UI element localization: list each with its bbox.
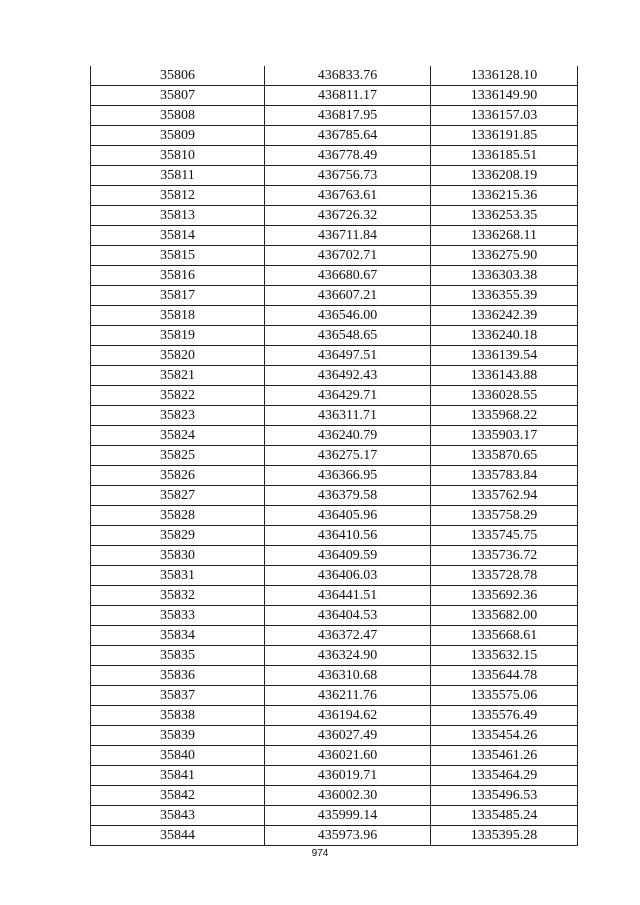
table-row	[91, 606, 578, 626]
y-coordinate-cell: 1335903.17	[431, 426, 578, 446]
y-coordinate-cell: 1336215.36	[431, 186, 578, 206]
table-row	[91, 806, 578, 826]
table-row	[91, 586, 578, 606]
y-coordinate-cell: 1336139.54	[431, 346, 578, 366]
point-id-cell: 35834	[91, 626, 265, 646]
point-id-cell: 35824	[91, 426, 265, 446]
table-row	[91, 266, 578, 286]
point-id-cell: 35822	[91, 386, 265, 406]
table-row	[91, 346, 578, 366]
x-coordinate-cell: 436711.84	[265, 226, 431, 246]
x-coordinate-cell: 436702.71	[265, 246, 431, 266]
table-row	[91, 206, 578, 226]
point-id-cell: 35837	[91, 686, 265, 706]
table-row	[91, 526, 578, 546]
y-coordinate-cell: 1335762.94	[431, 486, 578, 506]
x-coordinate-cell: 436680.67	[265, 266, 431, 286]
point-id-cell: 35817	[91, 286, 265, 306]
x-coordinate-cell: 436497.51	[265, 346, 431, 366]
x-coordinate-cell: 436275.17	[265, 446, 431, 466]
y-coordinate-cell: 1335464.29	[431, 766, 578, 786]
x-coordinate-cell: 436372.47	[265, 626, 431, 646]
point-id-cell: 35839	[91, 726, 265, 746]
table-row	[91, 306, 578, 326]
table-row	[91, 786, 578, 806]
x-coordinate-cell: 436785.64	[265, 126, 431, 146]
table-row	[91, 826, 578, 846]
x-coordinate-cell: 436211.76	[265, 686, 431, 706]
y-coordinate-cell: 1336157.03	[431, 106, 578, 126]
y-coordinate-cell: 1335576.49	[431, 706, 578, 726]
x-coordinate-cell: 436441.51	[265, 586, 431, 606]
x-coordinate-cell: 436379.58	[265, 486, 431, 506]
y-coordinate-cell: 1336355.39	[431, 286, 578, 306]
y-coordinate-cell: 1335783.84	[431, 466, 578, 486]
point-id-cell: 35835	[91, 646, 265, 666]
table-row	[91, 486, 578, 506]
table-row	[91, 366, 578, 386]
y-coordinate-cell: 1336275.90	[431, 246, 578, 266]
point-id-cell: 35836	[91, 666, 265, 686]
point-id-cell: 35809	[91, 126, 265, 146]
point-id-cell: 35825	[91, 446, 265, 466]
point-id-cell: 35830	[91, 546, 265, 566]
table-row	[91, 406, 578, 426]
x-coordinate-cell: 436021.60	[265, 746, 431, 766]
x-coordinate-cell: 436548.65	[265, 326, 431, 346]
table-row	[91, 166, 578, 186]
x-coordinate-cell: 436366.95	[265, 466, 431, 486]
table-row	[91, 566, 578, 586]
x-coordinate-cell: 436607.21	[265, 286, 431, 306]
table-row	[91, 446, 578, 466]
y-coordinate-cell: 1336240.18	[431, 326, 578, 346]
table-row	[91, 86, 578, 106]
point-id-cell: 35811	[91, 166, 265, 186]
y-coordinate-cell: 1336208.19	[431, 166, 578, 186]
y-coordinate-cell: 1336253.35	[431, 206, 578, 226]
table-row	[91, 386, 578, 406]
y-coordinate-cell: 1335745.75	[431, 526, 578, 546]
x-coordinate-cell: 436429.71	[265, 386, 431, 406]
y-coordinate-cell: 1336028.55	[431, 386, 578, 406]
point-id-cell: 35812	[91, 186, 265, 206]
point-id-cell: 35844	[91, 826, 265, 846]
table-row	[91, 766, 578, 786]
table-row	[91, 126, 578, 146]
point-id-cell: 35813	[91, 206, 265, 226]
table-row	[91, 106, 578, 126]
y-coordinate-cell: 1335968.22	[431, 406, 578, 426]
table-row	[91, 706, 578, 726]
x-coordinate-cell: 436778.49	[265, 146, 431, 166]
x-coordinate-cell: 436410.56	[265, 526, 431, 546]
x-coordinate-cell: 436817.95	[265, 106, 431, 126]
point-id-cell: 35815	[91, 246, 265, 266]
point-id-cell: 35831	[91, 566, 265, 586]
x-coordinate-cell: 436019.71	[265, 766, 431, 786]
table-row	[91, 226, 578, 246]
table-row	[91, 686, 578, 706]
x-coordinate-cell: 436492.43	[265, 366, 431, 386]
table-row	[91, 466, 578, 486]
table-row	[91, 186, 578, 206]
x-coordinate-cell: 436310.68	[265, 666, 431, 686]
point-id-cell: 35818	[91, 306, 265, 326]
x-coordinate-cell: 436811.17	[265, 86, 431, 106]
x-coordinate-cell: 436756.73	[265, 166, 431, 186]
y-coordinate-cell: 1336191.85	[431, 126, 578, 146]
point-id-cell: 35821	[91, 366, 265, 386]
x-coordinate-cell: 436406.03	[265, 566, 431, 586]
table-row	[91, 146, 578, 166]
x-coordinate-cell: 436404.53	[265, 606, 431, 626]
y-coordinate-cell: 1336303.38	[431, 266, 578, 286]
y-coordinate-cell: 1335496.53	[431, 786, 578, 806]
y-coordinate-cell: 1335668.61	[431, 626, 578, 646]
x-coordinate-cell: 435999.14	[265, 806, 431, 826]
x-coordinate-cell: 436546.00	[265, 306, 431, 326]
y-coordinate-cell: 1336149.90	[431, 86, 578, 106]
y-coordinate-cell: 1335736.72	[431, 546, 578, 566]
y-coordinate-cell: 1335870.65	[431, 446, 578, 466]
y-coordinate-cell: 1335395.28	[431, 826, 578, 846]
x-coordinate-cell: 436324.90	[265, 646, 431, 666]
x-coordinate-cell: 435973.96	[265, 826, 431, 846]
point-id-cell: 35841	[91, 766, 265, 786]
table-row	[91, 746, 578, 766]
point-id-cell: 35806	[91, 66, 265, 86]
table-row	[91, 246, 578, 266]
point-id-cell: 35814	[91, 226, 265, 246]
point-id-cell: 35843	[91, 806, 265, 826]
table-row	[91, 326, 578, 346]
point-id-cell: 35833	[91, 606, 265, 626]
x-coordinate-cell: 436726.32	[265, 206, 431, 226]
x-coordinate-cell: 436027.49	[265, 726, 431, 746]
coordinates-table	[90, 66, 578, 846]
y-coordinate-cell: 1335485.24	[431, 806, 578, 826]
x-coordinate-cell: 436833.76	[265, 66, 431, 86]
y-coordinate-cell: 1335461.26	[431, 746, 578, 766]
x-coordinate-cell: 436409.59	[265, 546, 431, 566]
x-coordinate-cell: 436002.30	[265, 786, 431, 806]
table-row	[91, 426, 578, 446]
table-row	[91, 546, 578, 566]
table-row	[91, 726, 578, 746]
x-coordinate-cell: 436194.62	[265, 706, 431, 726]
point-id-cell: 35827	[91, 486, 265, 506]
point-id-cell: 35808	[91, 106, 265, 126]
y-coordinate-cell: 1335644.78	[431, 666, 578, 686]
point-id-cell: 35840	[91, 746, 265, 766]
y-coordinate-cell: 1336128.10	[431, 66, 578, 86]
x-coordinate-cell: 436405.96	[265, 506, 431, 526]
point-id-cell: 35842	[91, 786, 265, 806]
page-number: 974	[311, 848, 329, 859]
y-coordinate-cell: 1336242.39	[431, 306, 578, 326]
y-coordinate-cell: 1335728.78	[431, 566, 578, 586]
y-coordinate-cell: 1336185.51	[431, 146, 578, 166]
table-row	[91, 626, 578, 646]
y-coordinate-cell: 1336143.88	[431, 366, 578, 386]
point-id-cell: 35810	[91, 146, 265, 166]
point-id-cell: 35828	[91, 506, 265, 526]
table-row	[91, 666, 578, 686]
table-row	[91, 506, 578, 526]
y-coordinate-cell: 1335632.15	[431, 646, 578, 666]
table-row	[91, 646, 578, 666]
point-id-cell: 35832	[91, 586, 265, 606]
point-id-cell: 35819	[91, 326, 265, 346]
y-coordinate-cell: 1335575.06	[431, 686, 578, 706]
x-coordinate-cell: 436240.79	[265, 426, 431, 446]
x-coordinate-cell: 436311.71	[265, 406, 431, 426]
table-row	[91, 66, 578, 86]
y-coordinate-cell: 1335454.26	[431, 726, 578, 746]
point-id-cell: 35829	[91, 526, 265, 546]
x-coordinate-cell: 436763.61	[265, 186, 431, 206]
point-id-cell: 35816	[91, 266, 265, 286]
table-body	[91, 66, 578, 846]
point-id-cell: 35826	[91, 466, 265, 486]
point-id-cell: 35820	[91, 346, 265, 366]
y-coordinate-cell: 1336268.11	[431, 226, 578, 246]
y-coordinate-cell: 1335758.29	[431, 506, 578, 526]
table-row	[91, 286, 578, 306]
point-id-cell: 35838	[91, 706, 265, 726]
point-id-cell: 35823	[91, 406, 265, 426]
y-coordinate-cell: 1335682.00	[431, 606, 578, 626]
y-coordinate-cell: 1335692.36	[431, 586, 578, 606]
point-id-cell: 35807	[91, 86, 265, 106]
